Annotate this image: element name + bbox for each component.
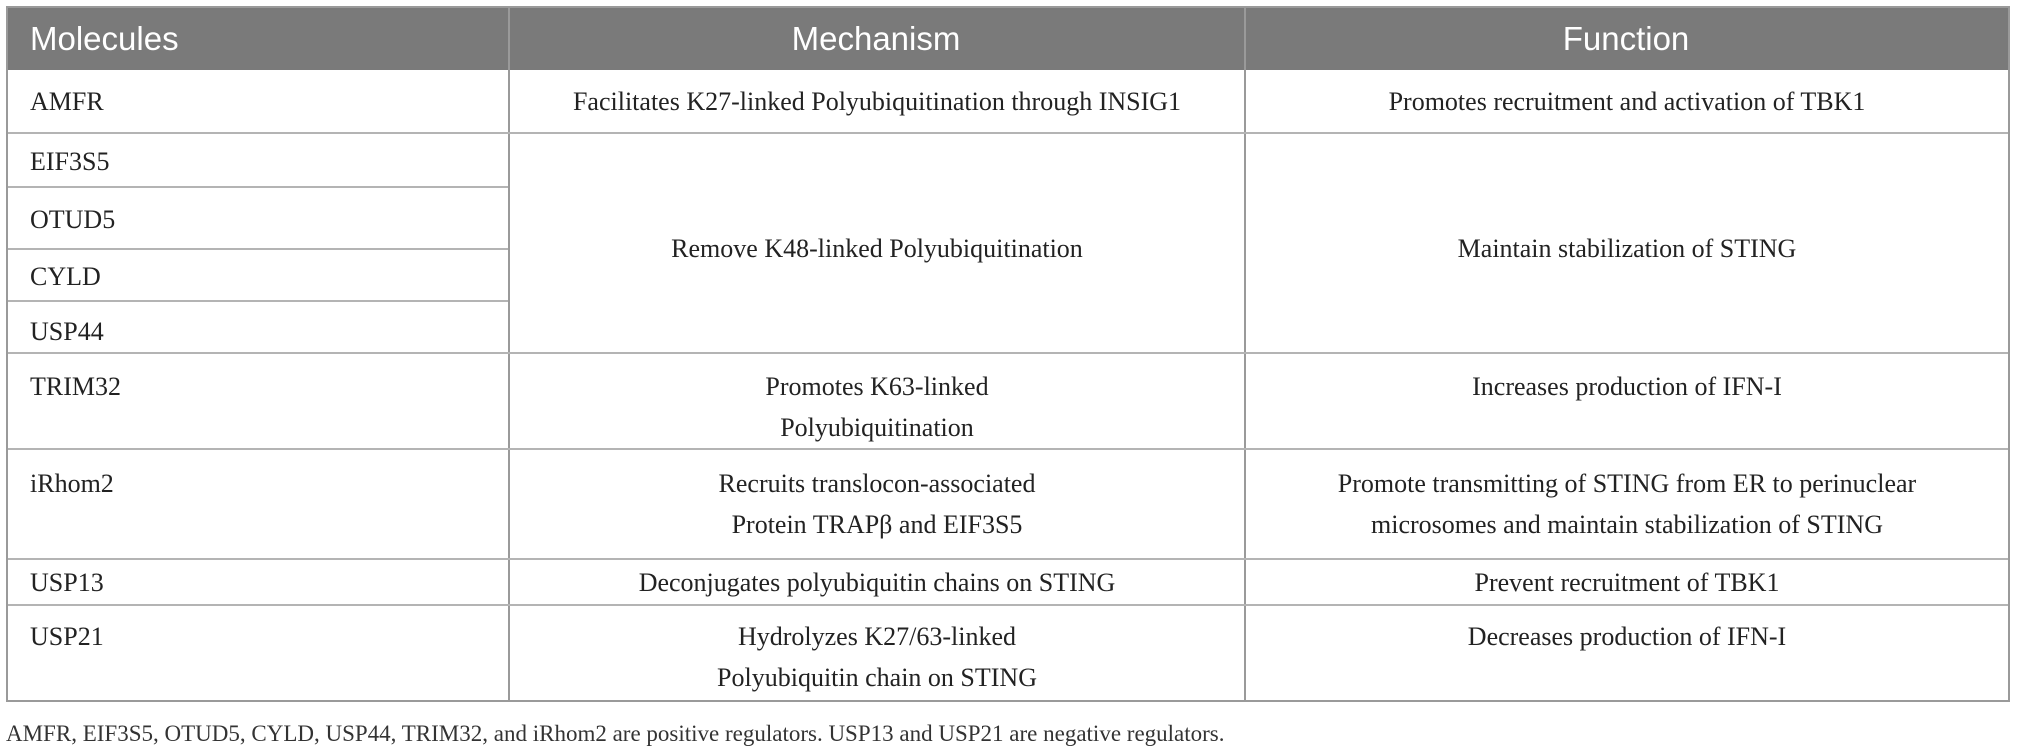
cell-mechanism-usp13: Deconjugates polyubiquitin chains on STING bbox=[638, 568, 1116, 597]
function-line: microsomes and maintain stabilization of STING bbox=[1371, 510, 1883, 539]
header-molecules: Molecules bbox=[8, 8, 508, 70]
cell-function-k48: Maintain stabilization of STING bbox=[1457, 233, 1797, 263]
cell-molecule-usp21: USP21 bbox=[30, 622, 104, 651]
mechanism-line: Protein TRAPβ and EIF3S5 bbox=[731, 510, 1023, 539]
cell-molecule-eif3s5: EIF3S5 bbox=[30, 147, 110, 176]
function-line: Promote transmitting of STING from ER to perinuclear bbox=[1337, 469, 1917, 498]
cell-molecule-irhom2: iRhom2 bbox=[30, 469, 114, 498]
table-footnote: AMFR, EIF3S5, OTUD5, CYLD, USP44, TRIM32, and iRhom2 are positive regulators. USP13 and USP21 are negative regulators. bbox=[6, 721, 1225, 746]
regulator-table bbox=[6, 6, 2010, 702]
cell-function-amfr: Promotes recruitment and activation of TBK1 bbox=[1388, 87, 1866, 116]
mechanism-line: Hydrolyzes K27/63-linked bbox=[737, 622, 1016, 651]
mechanism-line: Recruits translocon-associated bbox=[718, 469, 1036, 498]
cell-mechanism-usp21 bbox=[510, 606, 1244, 700]
mechanism-line: Polyubiquitin chain on STING bbox=[717, 663, 1037, 692]
cell-mechanism-trim32 bbox=[510, 354, 1244, 448]
cell-function-trim32: Increases production of IFN-I bbox=[1472, 372, 1782, 401]
mechanism-line: Polyubiquitination bbox=[780, 413, 974, 442]
cell-molecule-usp44: USP44 bbox=[30, 317, 104, 346]
cell-function-usp21: Decreases production of IFN-I bbox=[1467, 622, 1787, 651]
cell-function-irhom2 bbox=[1246, 450, 2008, 558]
cell-molecule-amfr: AMFR bbox=[30, 87, 104, 116]
cell-molecule-trim32: TRIM32 bbox=[30, 372, 121, 401]
cell-mechanism-amfr: Facilitates K27-linked Polyubiquitination through INSIG1 bbox=[572, 87, 1182, 116]
cell-mechanism-irhom2 bbox=[510, 450, 1244, 558]
cell-molecule-cyld: CYLD bbox=[30, 262, 101, 291]
mechanism-line: Promotes K63-linked bbox=[765, 372, 989, 401]
cell-molecule-usp13: USP13 bbox=[30, 568, 104, 597]
cell-function-usp13: Prevent recruitment of TBK1 bbox=[1474, 568, 1780, 597]
header-function: Function bbox=[1244, 8, 2008, 70]
cell-molecule-otud5: OTUD5 bbox=[30, 205, 116, 234]
cell-mechanism-k48: Remove K48-linked Polyubiquitination bbox=[671, 233, 1083, 263]
header-mechanism: Mechanism bbox=[508, 8, 1244, 70]
